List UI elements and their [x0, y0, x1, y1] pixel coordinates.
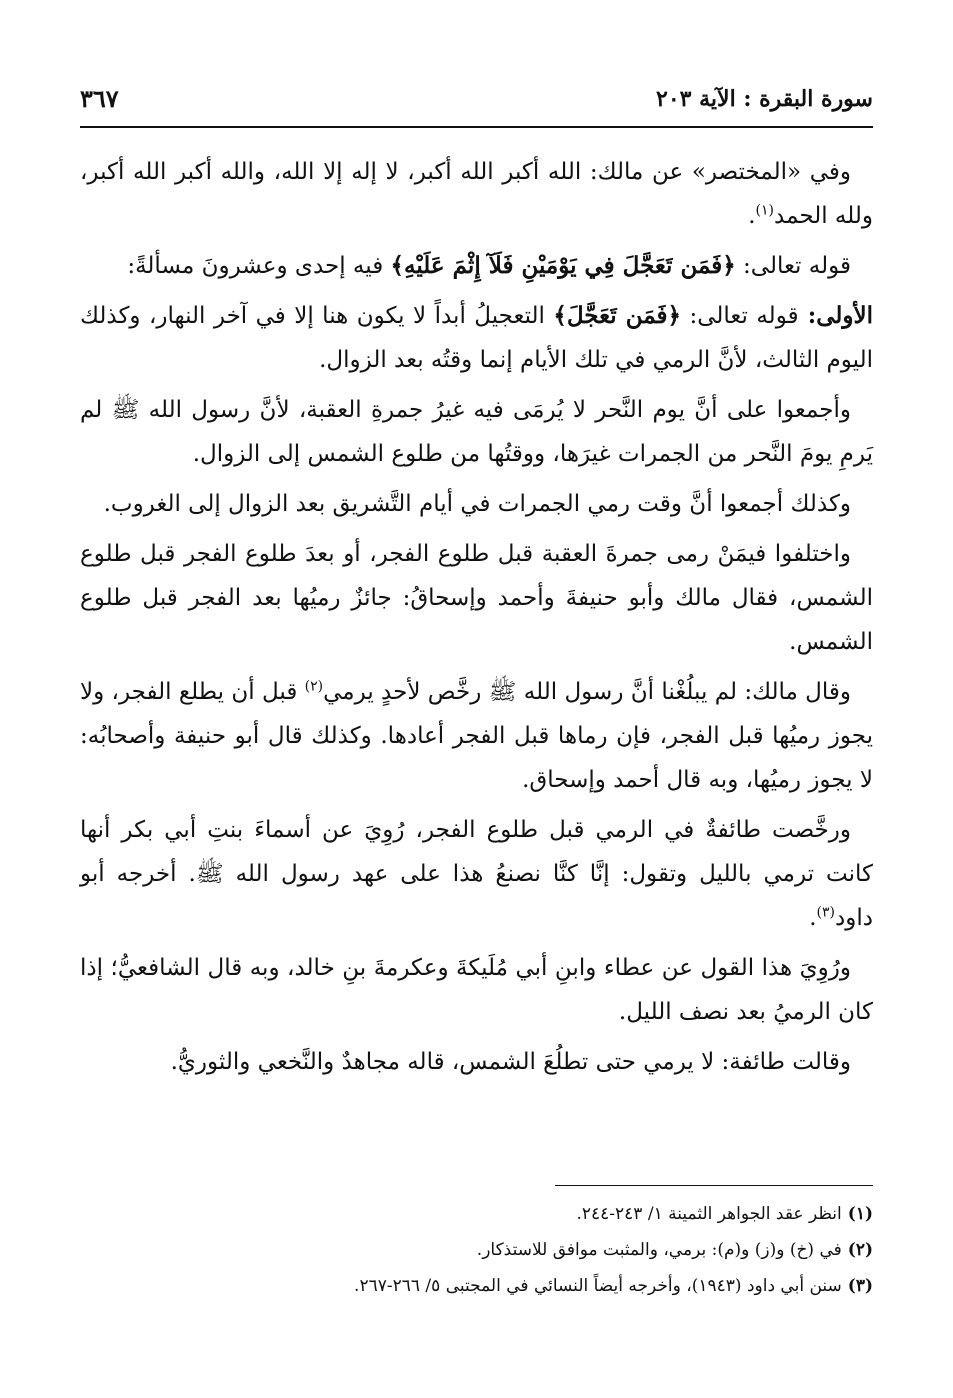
footnote-ref: (٣) — [816, 904, 836, 921]
footnote-ref: (٢) — [304, 678, 324, 695]
page-number: ٣٦٧ — [80, 84, 119, 113]
paragraph-tail: . — [748, 203, 756, 229]
footnotes — [80, 1196, 873, 1304]
paragraph-text: فيه إحدى وعشرونَ مسألةً: — [127, 253, 391, 279]
footnote-separator — [555, 1185, 873, 1186]
footnote-ref: (١) — [755, 202, 774, 219]
footnote-text: في (خ) و(ز) و(م): برمي، والمثبت موافق للاستذكار. — [476, 1240, 842, 1260]
footnote-number: (٣) — [847, 1276, 873, 1296]
page-header — [80, 82, 873, 128]
paragraph-text: قوله تعالى: — [681, 303, 799, 329]
footnote — [80, 1232, 873, 1268]
footnote-number: (١) — [847, 1204, 873, 1224]
paragraph — [80, 808, 873, 940]
footnote — [80, 1196, 873, 1232]
quran-verse: ﴿فَمَن تَعَجَّلَ﴾ — [553, 302, 682, 329]
paragraph — [80, 244, 873, 288]
paragraph-lead: قوله تعالى: — [735, 253, 851, 279]
paragraph-tail: . — [809, 905, 817, 931]
footnote-number: (٢) — [847, 1240, 873, 1260]
issue-heading: الأولى: — [798, 302, 873, 329]
paragraph-text: وقال مالك: لم يبلُغْنا أنَّ رسول الله ﷺ رخَّص لأحدٍ يرمي — [323, 679, 851, 705]
paragraph: واختلفوا فيمَنْ رمى جمرةَ العقبة قبل طلوع الفجر، أو بعدَ طلوع الفجر قبل طلوع الشمس، فقال مالك وأبو حنيفةَ وأحمد وإسحاقُ: جائزٌ رميُها بعد الفجر قبل طلوع الشمس. — [80, 541, 873, 655]
paragraph-text: التعجيلُ أبداً لا يكون هنا إلا في آخر النهار، وكذلك اليوم الثالث، لأنَّ الرمي في تلك الأيام إنما وقتُه بعد الزوال. — [80, 303, 873, 373]
paragraph: وكذلك أجمعوا أنَّ وقت رمي الجمرات في أيام التَّشريق بعد الزوال إلى الغروب. — [103, 491, 851, 517]
main-text — [80, 150, 873, 1090]
quran-verse: ﴿فَمَن تَعَجَّلَ فِي يَوْمَيْنِ فَلَآ إِثْمَ عَلَيْهِ﴾ — [390, 252, 736, 279]
paragraph-tail: قبل أن يطلع الفجر، ولا يجوز رميُها قبل الفجر، فإن رماها قبل الفجر أعادها. وكذلك قال أبو حنيفة وأصحابُه: لا يجوز رميُها، وبه قال أحمد وإسحاق. — [80, 679, 873, 793]
paragraph — [80, 670, 873, 802]
paragraph — [80, 150, 873, 238]
paragraph-text: وفي «المختصر» عن مالك: الله أكبر الله أكبر، لا إله إلا الله، والله أكبر الله أكبر، ولله الحمد — [80, 159, 873, 229]
running-title: سورة البقرة : الآية ٢٠٣ — [656, 86, 873, 112]
paragraph — [80, 294, 873, 382]
footnote-text: انظر عقد الجواهر الثمينة ١/ ٢٤٣-٢٤٤. — [576, 1204, 842, 1224]
footnote — [80, 1268, 873, 1304]
paragraph: وأجمعوا على أنَّ يوم النَّحر لا يُرمَى فيه غيرُ جمرةِ العقبة، لأنَّ رسول الله ﷺ لم يَرمِ يومَ النَّحر من الجمرات غيرَها، ووقتُها من طلوع الشمس إلى الزوال. — [80, 397, 873, 467]
footnote-text: سنن أبي داود (١٩٤٣)، وأخرجه أيضاً النسائي في المجتبى ٥/ ٢٦٦-٢٦٧. — [354, 1276, 842, 1296]
paragraph-text: ورخَّصت طائفةٌ في الرمي قبل طلوع الفجر، رُوِيَ عن أسماءَ بنتِ أبي بكر أنها كانت ترمي بالليل وتقول: إنَّا كنَّا نصنعُ هذا على عهد رسول الله ﷺ. أخرجه أبو داود — [80, 817, 873, 931]
paragraph: ورُوِيَ هذا القول عن عطاء وابنِ أبي مُلَيكةَ وعكرمةَ بنِ خالد، وبه قال الشافعيُّ؛ إذا كان الرميُ بعد نصف الليل. — [80, 955, 873, 1025]
paragraph: وقالت طائفة: لا يرمي حتى تطلُعَ الشمس، قاله مجاهدٌ والنَّخعي والثوريُّ. — [170, 1049, 851, 1075]
